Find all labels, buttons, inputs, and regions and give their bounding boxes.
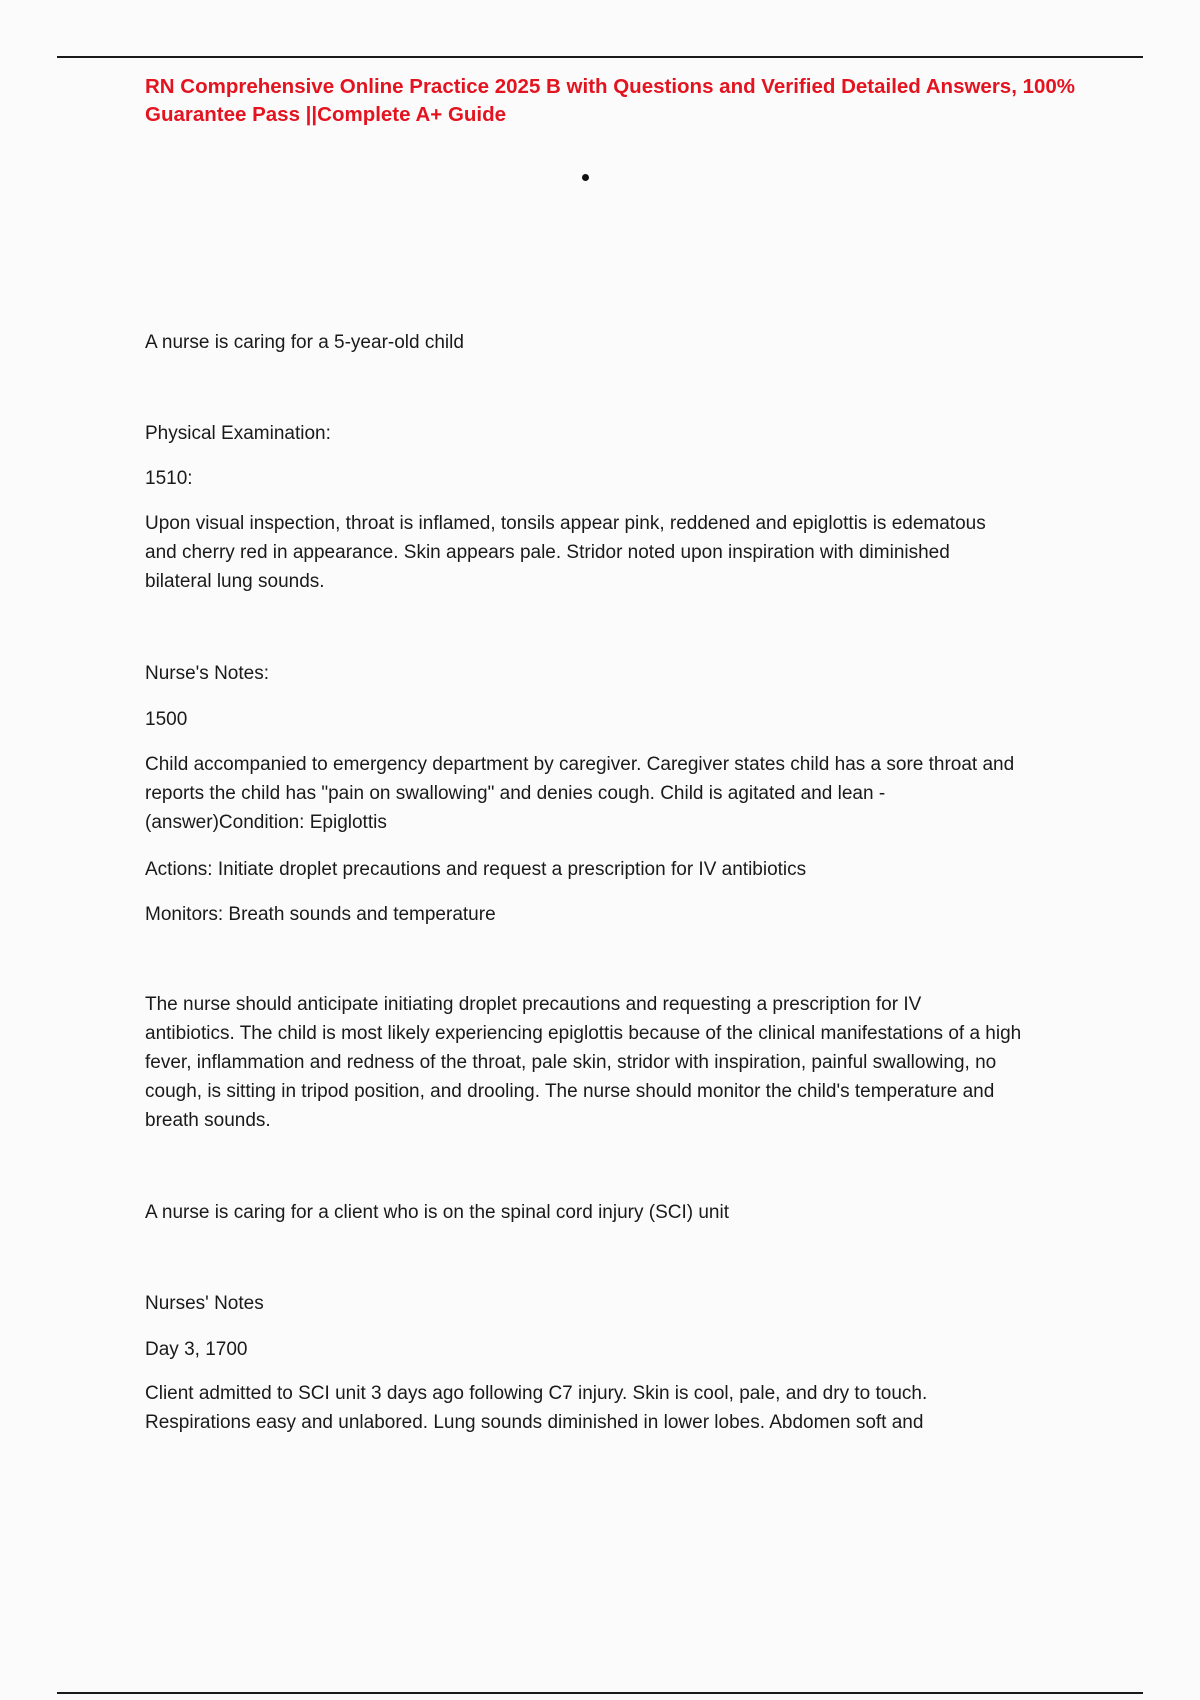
document-title: RN Comprehensive Online Practice 2025 B with Questions and Verified Detailed Answers, 100% Guarantee Pass ||Complete A+ Guide bbox=[145, 75, 1076, 126]
case-2-intro: A nurse is caring for a client who is on the spinal cord injury (SCI) unit bbox=[145, 1202, 729, 1223]
nurses-notes-heading: Nurse's Notes: bbox=[145, 663, 270, 684]
notes-body: Child accompanied to emergency department by caregiver. Caregiver states child has a sore throat and reports the child has "pain on swallowing" and denies cough. Child is agitated and lean - (answer)Condition: Epiglottis bbox=[145, 754, 1015, 833]
exam-time: 1510: bbox=[145, 468, 193, 489]
case-2-notes-time: Day 3, 1700 bbox=[145, 1339, 248, 1360]
notes-time: 1500 bbox=[145, 709, 188, 730]
case-1-intro: A nurse is caring for a 5-year-old child bbox=[145, 332, 464, 353]
actions-line: Actions: Initiate droplet precautions and request a prescription for IV antibiotics bbox=[145, 859, 807, 880]
case-2-notes-heading: Nurses' Notes bbox=[145, 1293, 264, 1314]
physical-examination-heading: Physical Examination: bbox=[145, 423, 331, 444]
top-rule bbox=[57, 56, 1143, 58]
case-2-notes-body: Client admitted to SCI unit 3 days ago following C7 injury. Skin is cool, pale, and dry to touch. Respirations easy and unlabored. Lung sounds diminished in lower lobes. Abdomen soft and bbox=[145, 1383, 928, 1433]
bottom-rule bbox=[57, 1692, 1143, 1694]
rationale-paragraph: The nurse should anticipate initiating droplet precautions and requesting a prescription for IV antibiotics. The child is most likely experiencing epiglottis because of the clinical manifestations of a high fever, inflammation and redness of the throat, pale skin, stridor with inspiration, painful swallowing, no cough, is sitting in tripod position, and drooling. The nurse should monitor the child's temperature and breath sounds. bbox=[145, 994, 1022, 1131]
monitors-line: Monitors: Breath sounds and temperature bbox=[145, 904, 496, 925]
bullet-icon bbox=[582, 174, 589, 181]
exam-findings: Upon visual inspection, throat is inflamed, tonsils appear pink, reddened and epiglottis is edematous and cherry red in appearance. Skin appears pale. Stridor noted upon inspiration with diminished bilateral lung sounds. bbox=[145, 513, 986, 592]
